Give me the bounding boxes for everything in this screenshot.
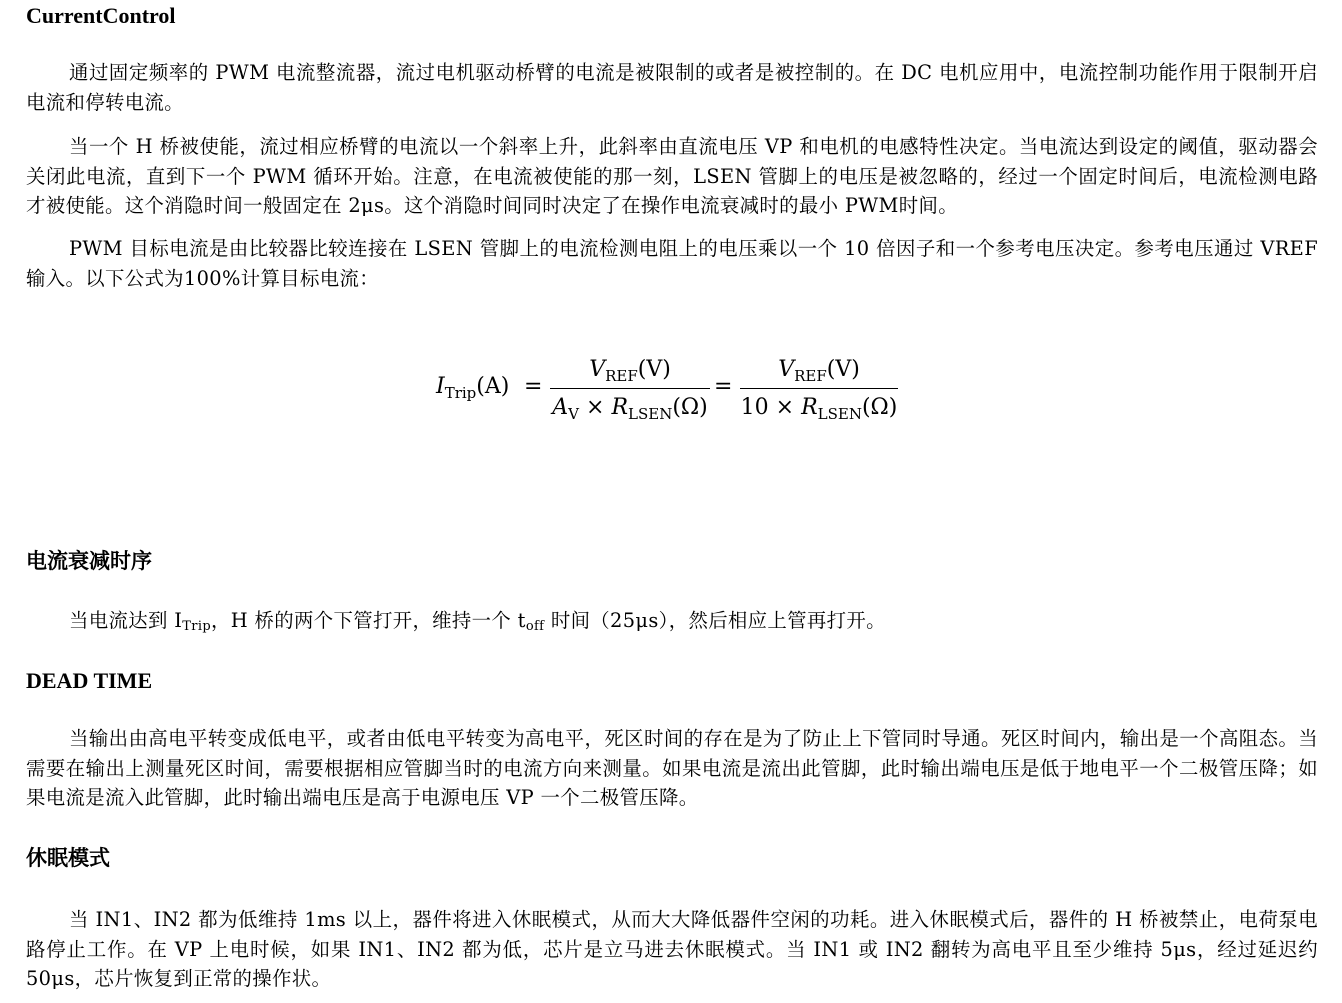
heading-dead-time: DEAD TIME	[26, 668, 153, 693]
numerator-symbol: V	[589, 357, 606, 382]
resistor-unit: (Ω)	[861, 395, 898, 420]
formula-fraction-1	[550, 352, 710, 425]
formula-lhs	[436, 374, 509, 402]
numerator-subscript: REF	[605, 367, 638, 385]
paragraph-current-ramp: 当一个 H 桥被使能，流过相应桥臂的电流以一个斜率上升，此斜率由直流电压 VP 和电机的电感特性决定。当电流达到设定的阈值，驱动器会关闭此电流，直到下一个 PWM 循环开始。注意，在电流被使能的那一刻，LSEN 管脚上的电压是被忽略的，经过一个固定时间后，电流检测电路才被使能。这个消隐时间一般固定在 2μs。这个消隐时间同时决定了在操作电流衰减时的最小 PWM时间。	[26, 135, 1318, 217]
paragraph-current-control-intro: 通过固定频率的 PWM 电流整流器，流过电机驱动桥臂的电流是被限制的或者是被控制的。在 DC 电机应用中，电流控制功能作用于限制开启电流和停转电流。	[26, 61, 1318, 114]
paragraph-current-decay	[26, 606, 1318, 642]
paragraph-pwm-target-current: PWM 目标电流是由比较器比较连接在 LSEN 管脚上的电流检测电阻上的电压乘以一个 10 倍因子和一个参考电压决定。参考电压通过 VREF 输入。以下公式为100%计算目标电流：	[26, 237, 1318, 290]
formula-equals-2: =	[714, 374, 733, 399]
heading-current-control: CurrentControl	[26, 3, 176, 28]
paragraph-sleep-mode: 当 IN1、IN2 都为低维持 1ms 以上，器件将进入休眠模式，从而大大降低器件空闲的功耗。进入休眠模式后，器件的 H 桥被禁止，电荷泵电路停止工作。在 VP 上电时候，如果 IN1、IN2 都为低，芯片是立马进去休眠模式。当 IN1 或 IN2 翻转为高电平且至少维持 5μs，经过延迟约 50μs，芯片恢复到正常的操作状。	[26, 908, 1318, 990]
resistor-subscript: LSEN	[628, 405, 673, 423]
trip-current-formula	[436, 352, 906, 432]
resistor-symbol: R	[801, 395, 818, 420]
heading-current-decay: 电流衰减时序	[26, 549, 152, 573]
gain-subscript: V	[568, 405, 579, 423]
formula-lhs-subscript: Trip	[444, 384, 477, 402]
decay-text-middle: ，H 桥的两个下管打开，维持一个 t	[211, 609, 526, 632]
numerator-subscript: REF	[794, 367, 827, 385]
resistor-symbol: R	[611, 395, 629, 420]
numerator-symbol: V	[778, 357, 795, 382]
formula-lhs-unit: (A)	[476, 374, 510, 399]
gain-symbol: A	[552, 395, 569, 420]
decay-off-subscript: off	[525, 619, 545, 634]
formula-lhs-symbol: I	[436, 374, 445, 399]
fraction-1-denominator	[550, 389, 710, 425]
formula-fraction-2	[740, 352, 898, 425]
decay-text-end: 时间（25μs），然后相应上管再打开。	[544, 609, 886, 632]
formula-equals-1: =	[524, 374, 543, 399]
heading-sleep-mode: 休眠模式	[26, 846, 110, 870]
resistor-unit: (Ω)	[672, 395, 708, 420]
fraction-2-denominator	[740, 389, 898, 425]
gain-value: 10	[740, 395, 769, 420]
resistor-subscript: LSEN	[817, 405, 862, 423]
decay-trip-subscript: Trip	[182, 619, 211, 634]
numerator-unit: (V)	[637, 357, 671, 382]
times-sign: ×	[586, 395, 605, 420]
decay-text-start: 当电流达到 I	[69, 609, 183, 632]
numerator-unit: (V)	[826, 357, 860, 382]
fraction-1-numerator	[550, 352, 710, 388]
fraction-2-numerator	[740, 352, 898, 388]
times-sign: ×	[775, 395, 795, 420]
paragraph-dead-time: 当输出由高电平转变成低电平，或者由低电平转变为高电平，死区时间的存在是为了防止上下管同时导通。死区时间内，输出是一个高阻态。当需要在输出上测量死区时间，需要根据相应管脚当时的电流方向来测量。如果电流是流出此管脚，此时输出端电压是低于地电平一个二极管压降；如果电流是流入此管脚，此时输出端电压是高于电源电压 VP 一个二极管压降。	[26, 727, 1318, 809]
